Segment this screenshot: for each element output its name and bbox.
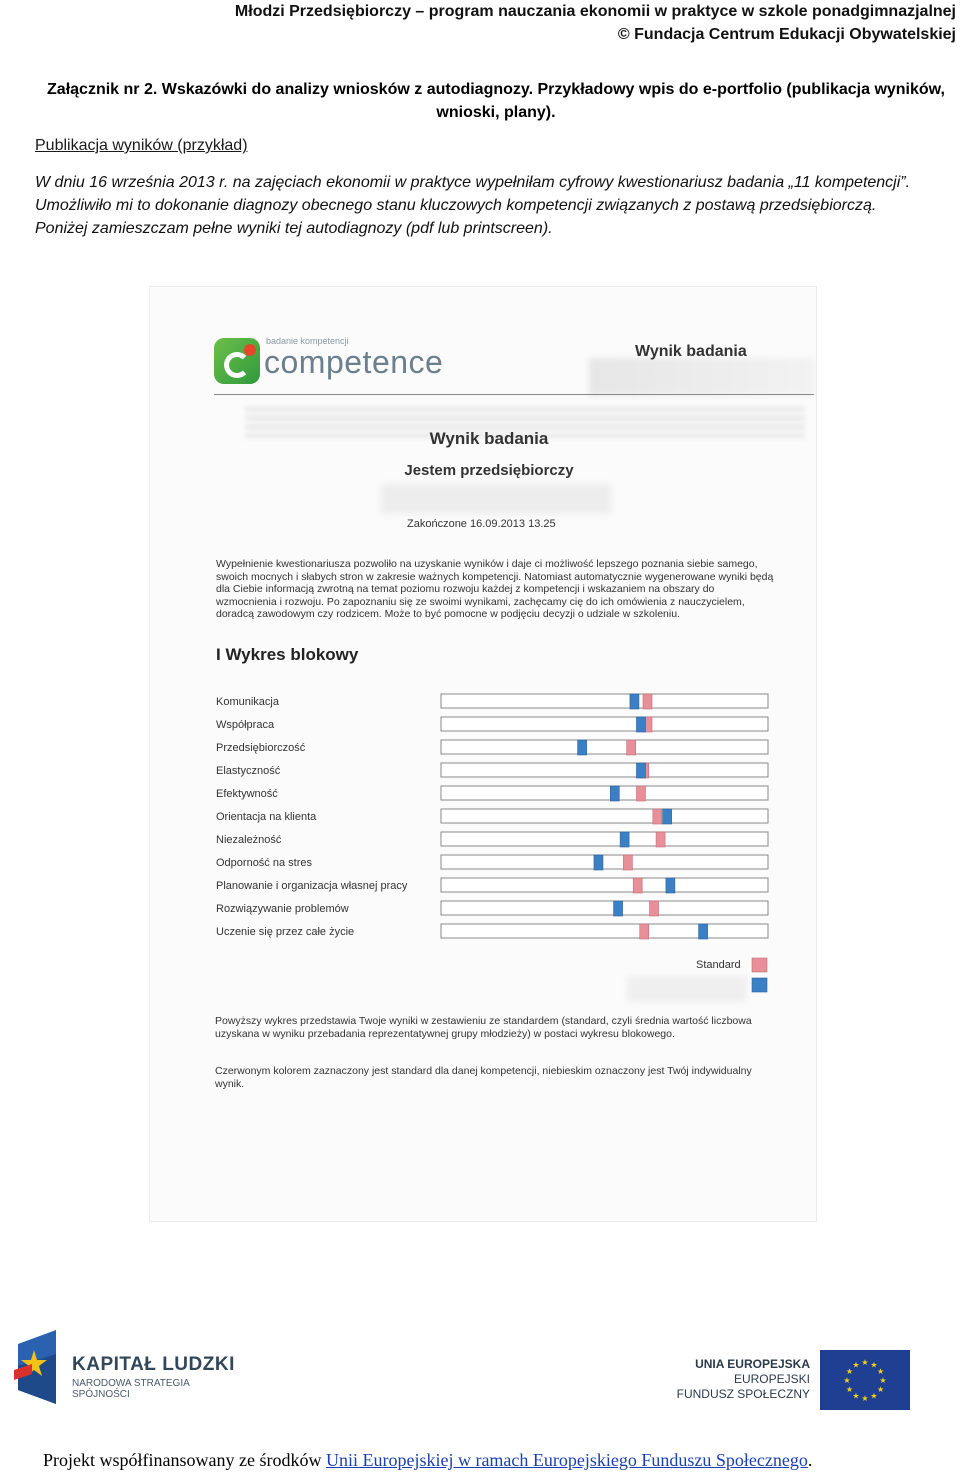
category-label: Niezależność: [216, 834, 282, 846]
legend-standard-label: Standard: [696, 959, 741, 971]
result-marker: [666, 878, 675, 893]
category-label: Efektywność: [216, 788, 278, 800]
eu-flag-icon: [820, 1350, 910, 1410]
result-marker: [630, 694, 639, 709]
result-marker: [578, 740, 587, 755]
header-copyright: © Fundacja Centrum Edukacji Obywatelskiej: [617, 26, 956, 43]
result-marker: [620, 832, 629, 847]
category-track: [441, 740, 768, 754]
eu-star-icon: ★: [879, 1376, 887, 1385]
eu-star-icon: ★: [843, 1376, 851, 1385]
scan-header-title: Wynik badania: [635, 343, 747, 360]
header-program-title: Młodzi Przedsiębiorczy – program nauczania ekonomii w praktyce w szkole ponadgimnazjalnej: [234, 3, 956, 20]
standard-marker: [643, 694, 652, 709]
result-marker: [663, 809, 672, 824]
section-subtitle: Publikacja wyników (przykład): [35, 137, 248, 154]
footer-eu-link[interactable]: Unii Europejskiej w ramach Europejskiego Funduszu Społecznego: [325, 1450, 808, 1470]
standard-marker: [653, 809, 662, 824]
chart-explanation: Powyższy wykres przedstawia Twoje wyniki w zestawieniu ze standardem (standard, czyli średnia wartość liczbowa uzyskana w wyniku przebadania reprezentatywnej grupy młodzieży) w postaci wykresu blokowego.: [215, 1015, 752, 1040]
category-label: Rozwiązywanie problemów: [216, 903, 349, 915]
logo-tagline: badanie kompetencji: [266, 336, 349, 346]
standard-marker: [633, 878, 642, 893]
category-label: Planowanie i organizacja własnej pracy: [216, 880, 408, 892]
eu-star-icon: ★: [845, 1385, 853, 1394]
page-header: [235, 0, 956, 46]
eu-logo-line3: FUNDUSZ SPOŁECZNY: [676, 1387, 810, 1401]
result-intro-paragraph: Wypełnienie kwestionariusza pozwoliło na uzyskanie wyników i daje ci możliwość lepszego poznania siebie samego, swoich mocnych i słabych stron w zakresie ważnych kompetencji. Natomiast automatycznie wygenerowane wyniki będą dla Ciebie informacją zwrotną na temat poziomu rozwoju każdej z kompetencji i wskazaniem na obszary do wzmocnienia i rozwoju. Po zapoznaniu się ze swoimi wynikami, zachęcamy cię do ich omówienia z nauczycielem, doradcą zawodowym czy rodzicem. Może to być pomocne w podjęciu decyzji o udziale w szkoleniu.: [216, 558, 774, 621]
intro-paragraph: W dniu 16 września 2013 r. na zajęciach ekonomii w praktyce wypełniłam cyfrowy kwestionariusz badania „11 kompetencji”. Umożliwiło mi to dokonanie diagnozy obecnego stanu kluczowych kompetencji związanych z postawą przedsiębiorczą. Poniżej zamieszczam pełne wyniki tej autodiagnozy (pdf lub printscreen).: [35, 174, 911, 237]
result-profile: Jestem przedsiębiorczy: [404, 462, 574, 479]
standard-marker: [623, 855, 632, 870]
eu-star-icon: ★: [861, 1358, 869, 1367]
standard-marker: [636, 786, 645, 801]
result-title: Wynik badania: [429, 429, 549, 448]
standard-marker: [656, 832, 665, 847]
logo-wordmark: competence: [264, 344, 444, 380]
kapital-ludzki-emblem-icon: [12, 1330, 62, 1404]
block-chart-title: I Wykres blokowy: [216, 645, 359, 664]
category-track: [441, 901, 768, 915]
category-track: [441, 694, 768, 708]
category-track: [441, 832, 768, 846]
category-track: [441, 786, 768, 800]
color-explanation: Czerwonym kolorem zaznaczony jest standard dla danej kompetencji, niebieskim oznaczony jest Twój indywidualny wynik.: [215, 1065, 752, 1090]
category-track: [441, 763, 768, 777]
standard-marker: [627, 740, 636, 755]
kapital-ludzki-subtitle: NARODOWA STRATEGIA SPÓJNOŚCI: [72, 1378, 190, 1400]
standard-marker: [640, 924, 649, 939]
category-label: Orientacja na klienta: [216, 811, 317, 823]
category-label: Elastyczność: [216, 765, 281, 777]
eu-logo-line2: EUROPEJSKI: [733, 1372, 810, 1386]
category-track: [441, 924, 768, 938]
eu-star-icon: ★: [870, 1360, 878, 1370]
legend-result-swatch: [752, 978, 767, 992]
category-label: Współpraca: [216, 719, 275, 731]
result-marker: [594, 855, 603, 870]
result-marker: [699, 924, 708, 939]
eu-star-icon: ★: [861, 1394, 869, 1403]
legend-standard-swatch: [752, 958, 767, 972]
category-track: [441, 809, 768, 823]
category-label: Komunikacja: [216, 696, 279, 708]
footer: [43, 1450, 812, 1471]
category-track: [441, 855, 768, 869]
category-label: Uczenie się przez całe życie: [216, 926, 355, 938]
category-track: [441, 878, 768, 892]
blurred-legend-area: [627, 976, 747, 1002]
eu-star-icon: ★: [845, 1367, 853, 1376]
eu-logo-line1: UNIA EUROPEJSKA: [695, 1357, 810, 1371]
result-marker: [610, 786, 619, 801]
kapital-ludzki-title: KAPITAŁ LUDZKI: [72, 1354, 235, 1375]
result-marker: [614, 901, 623, 916]
eu-star-icon: ★: [852, 1391, 860, 1401]
scanned-result-page: [149, 286, 817, 1222]
document-title: Załącznik nr 2. Wskazówki do analizy wniosków z autodiagnozy. Przykładowy wpis do e-portfolio (publikacja wyników, wnioski, plany).: [47, 81, 945, 121]
category-track: [441, 717, 768, 731]
eu-star-icon: ★: [852, 1360, 860, 1370]
eu-logo: [676, 1350, 912, 1410]
standard-marker: [650, 901, 659, 916]
category-label: Odporność na stres: [216, 857, 312, 869]
eu-star-icon: ★: [877, 1367, 885, 1376]
kapital-ludzki-logo: [8, 1330, 248, 1410]
eu-star-icon: ★: [877, 1385, 885, 1394]
completion-timestamp: Zakończone 16.09.2013 13.25: [407, 518, 556, 530]
result-marker: [636, 717, 645, 732]
footer-text: Projekt współfinansowany ze środków: [43, 1450, 326, 1470]
footer-end: .: [807, 1450, 813, 1470]
result-marker: [636, 763, 645, 778]
eu-star-icon: ★: [870, 1391, 878, 1401]
category-label: Przedsiębiorczość: [216, 742, 306, 754]
